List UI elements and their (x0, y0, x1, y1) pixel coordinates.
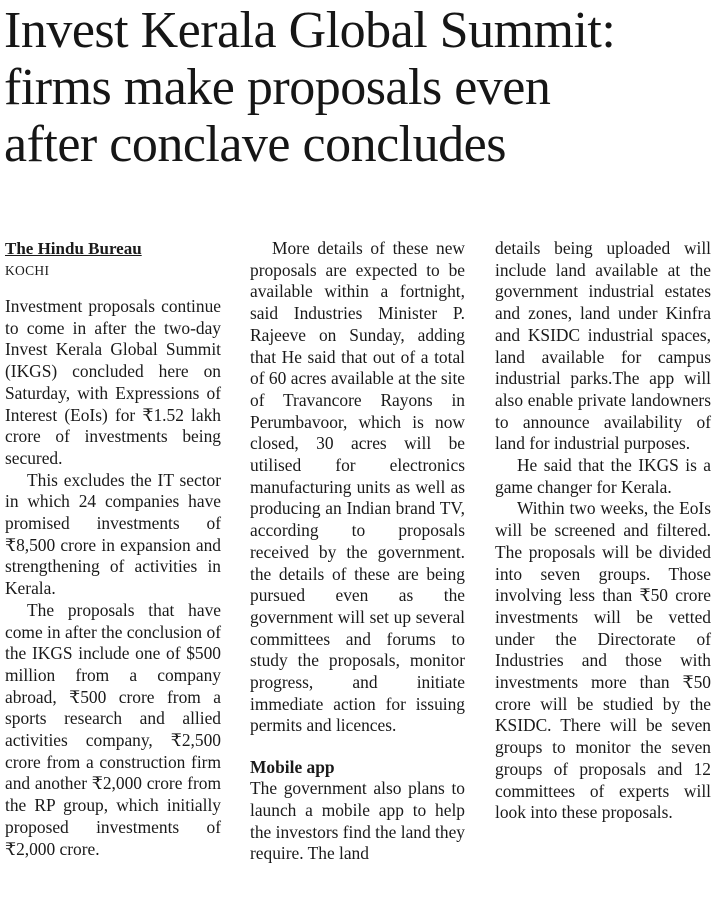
article-column-2 (250, 238, 465, 865)
paragraph: This excludes the IT sector in which 24 companies have promised investments of ₹8,500 crore in expansion and strengthening of activities in Kerala. (5, 469, 221, 599)
paragraph: More details of these new proposals are expected to be available within a fortnight, said Industries Minister P. Rajeeve on Sunday, adding that He said that out of a total of 60 acres available at the site of Travancore Rayons in Perumbavoor, which is now closed, 30 acres will be utilised for electronics manufacturing units as well as producing an Indian brand TV, according to proposals received by the government. the details of these are being pursued even as the government will set up several committees and forums to study the proposals, monitor progress, and initiate immediate action for issuing permits and licences. (250, 238, 465, 736)
article-column-3 (495, 238, 711, 824)
headline-line-3: after conclave concludes (4, 116, 506, 173)
paragraph: The government also plans to launch a mobile app to help the investors find the land they require. The land (250, 778, 465, 864)
paragraph: Investment proposals continue to come in after the two-day Invest Kerala Global Summit (IKGS) concluded here on Saturday, with Expressions of Interest (EoIs) for ₹1.52 lakh crore of investments being secured. (5, 296, 221, 468)
article-column-1 (5, 238, 221, 860)
subheading-mobile-app: Mobile app (250, 757, 335, 778)
byline: The Hindu Bureau (5, 239, 142, 258)
paragraph: Within two weeks, the EoIs will be screened and filtered. The proposals will be divided into seven groups. Those involving less than ₹50 crore investments will be vetted under the Directorate of Industries and those with investments more than ₹50 crore will be studied by the KSIDC. There will be seven groups to monitor the seven groups of proposals and 12 committees of experts will look into these proposals. (495, 498, 711, 823)
dateline: KOCHI (5, 263, 50, 278)
headline (4, 2, 712, 173)
headline-line-2: firms make proposals even (4, 59, 551, 116)
paragraph: The proposals that have come in after the conclusion of the IKGS include one of $500 million from a company abroad, ₹500 crore from a sports research and allied activities company, ₹2,500 crore from a construction firm and another ₹2,000 crore from the RP group, which initially proposed investments of ₹2,000 crore. (5, 599, 221, 859)
paragraph: He said that the IKGS is a game changer for Kerala. (495, 455, 711, 497)
paragraph-continued: details being uploaded will include land available at the government industrial estates and zones, land under Kinfra and KSIDC industrial spaces, land available for campus industrial parks.The app will also enable private landowners to announce availability of land for industrial purposes. (495, 238, 711, 454)
headline-line-1: Invest Kerala Global Summit: (4, 2, 616, 59)
